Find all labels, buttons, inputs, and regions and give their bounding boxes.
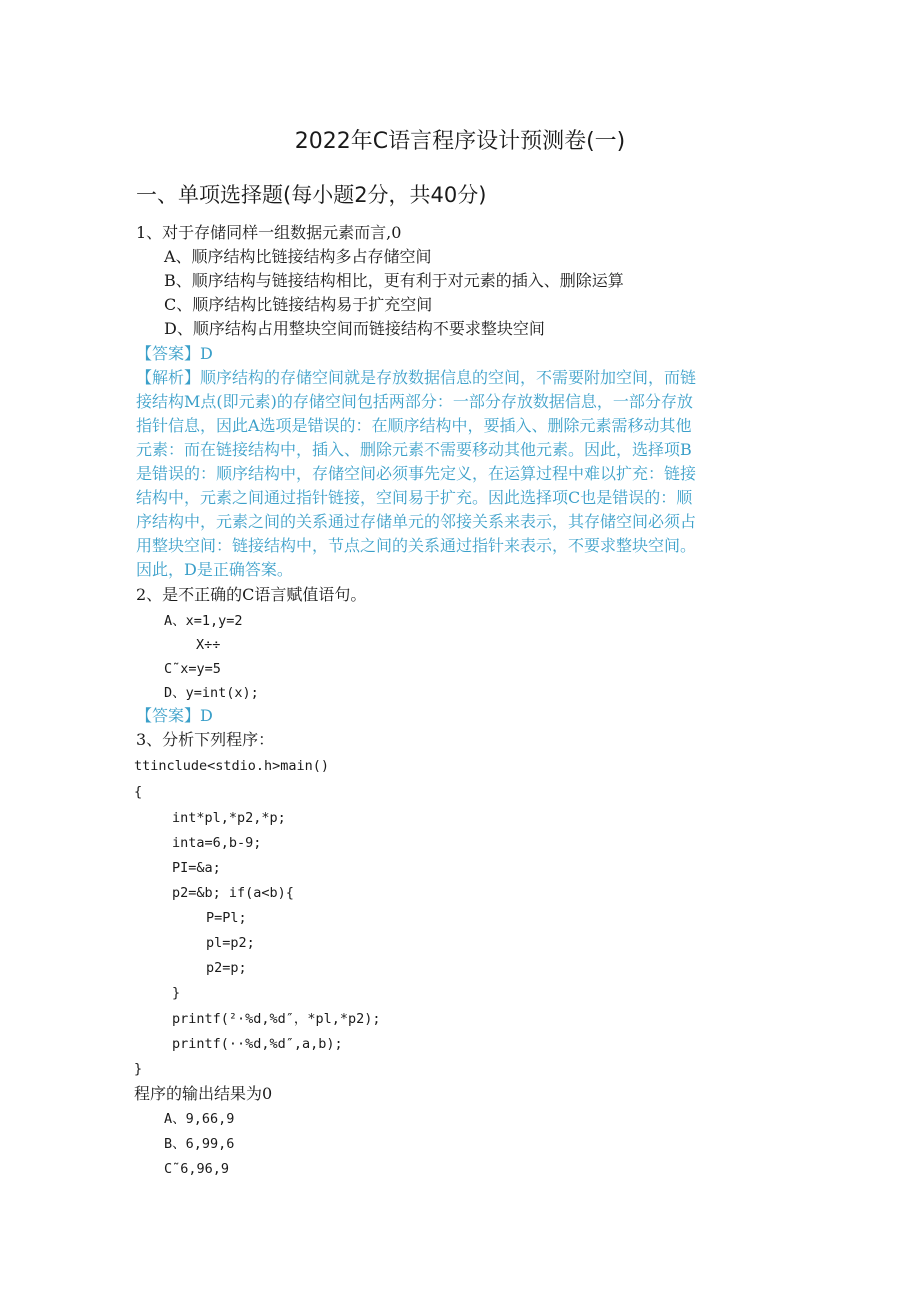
code-line: { [134, 784, 143, 800]
question-1-stem: 1、对于存储同样一组数据元素而言,0 [136, 223, 402, 242]
question-2-option-c: C˜x=y=5 [164, 661, 221, 677]
code-line: p2=&b; if(a<b){ [172, 885, 294, 901]
question-2-answer: 【答案】D [136, 706, 213, 725]
code-line: printf(²·%d,%d″，*pl,*p2); [172, 1011, 381, 1027]
code-line: p2=p; [206, 960, 247, 976]
question-3-prompt: 程序的输出结果为0 [134, 1084, 273, 1103]
code-line: ttinclude<stdio.h>main() [134, 758, 330, 774]
question-1-option-c: C、顺序结构比链接结构易于扩充空间 [164, 295, 433, 314]
analysis-line: 因此，D是正确答案。 [136, 560, 293, 579]
code-line: int*pl,*p2,*p; [172, 810, 286, 826]
question-2-option-b: X÷÷ [196, 637, 221, 653]
question-2-stem: 2、是不正确的C语言赋值语句。 [136, 585, 367, 604]
analysis-line: 是错误的：顺序结构中，存储空间必须事先定义，在运算过程中难以扩充：链接 [136, 464, 697, 483]
analysis-line: 【解析】顺序结构的存储空间就是存放数据信息的空间，不需要附加空间，而链 [136, 368, 697, 387]
question-3-stem: 3、分析下列程序： [136, 730, 275, 749]
analysis-line: 用整块空间：链接结构中，节点之间的关系通过指针来表示，不要求整块空间。 [136, 536, 697, 555]
analysis-line: 元素：而在链接结构中，插入、删除元素不需要移动其他元素。因此，选择项B [136, 440, 692, 459]
section-heading: 一、单项选择题(每小题2分，共40分) [136, 183, 487, 207]
analysis-line: 指针信息，因此A选项是错误的：在顺序结构中，要插入、删除元素需移动其他 [136, 416, 692, 435]
question-1-option-a: A、顺序结构比链接结构多占存储空间 [164, 247, 432, 266]
code-line: } [172, 985, 181, 1001]
question-2-option-d: D、y=int(x); [164, 685, 259, 701]
code-line: P=Pl; [206, 910, 247, 926]
question-1-option-b: B、顺序结构与链接结构相比，更有利于对元素的插入、删除运算 [164, 271, 624, 290]
analysis-line: 序结构中，元素之间的关系通过存储单元的邻接关系来表示，其存储空间必须占 [136, 512, 697, 531]
code-line: } [134, 1061, 143, 1077]
question-2-option-a: A、x=1,y=2 [164, 613, 243, 629]
analysis-line: 接结构M点(即元素)的存储空间包括两部分：一部分存放数据信息，一部分存放 [136, 392, 693, 411]
question-3-option-a: A、9,66,9 [164, 1111, 235, 1127]
question-1-option-d: D、顺序结构占用整块空间而链接结构不要求整块空间 [164, 319, 545, 338]
page-title: 2022年C语言程序设计预测卷(一) [294, 129, 626, 154]
analysis-line: 结构中，元素之间通过指针链接，空间易于扩充。因此选择项C也是错误的：顺 [136, 488, 693, 507]
code-line: pl=p2; [206, 935, 255, 951]
code-line: PI=&a; [172, 860, 221, 876]
question-3-option-b: B、6,99,6 [164, 1136, 235, 1152]
code-line: inta=6,b-9; [172, 835, 262, 851]
question-3-option-c: C˜6,96,9 [164, 1161, 230, 1177]
code-line: printf(··%d,%d″,a,b); [172, 1036, 343, 1052]
question-1-answer: 【答案】D [136, 344, 213, 363]
